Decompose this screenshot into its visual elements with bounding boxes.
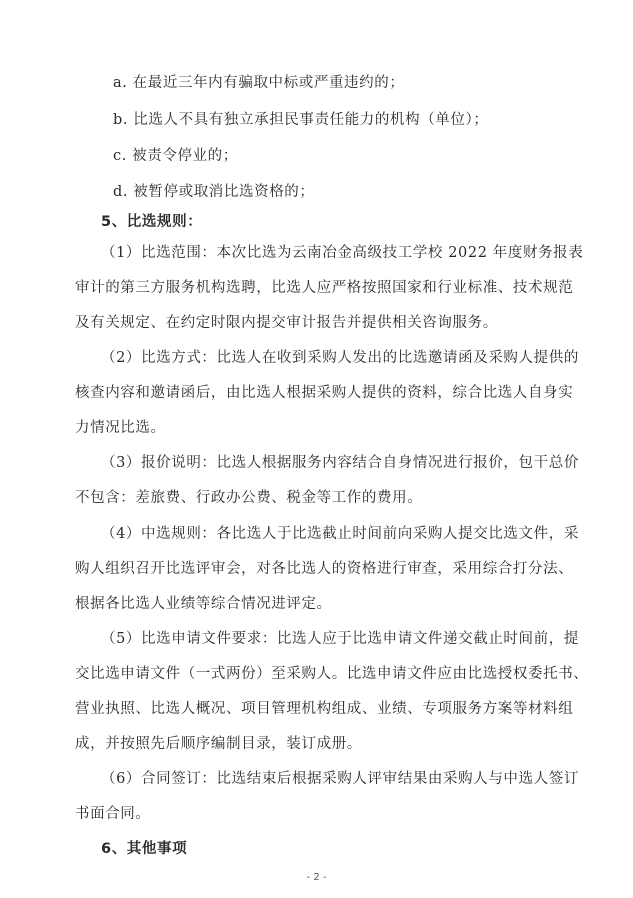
rule-1-line-3: 及有关规定、在约定时限内提交审计报告并提供相关咨询服务。 — [75, 315, 498, 331]
rule-6-line-2: 书面合同。 — [75, 806, 151, 822]
rule-1-line-2: 审计的第三方服务机构选聘，比选人应严格按照国家和行业标准、技术规范 — [75, 280, 574, 296]
rule-6-line-1: （6）合同签订：比选结束后根据采购人评审结果由采购人与中选人签订 — [101, 771, 579, 787]
section-6-heading: 6、其他事项 — [101, 841, 188, 857]
rule-5-line-1: （5）比选申请文件要求：比选人应于比选申请文件递交截止时间前，提 — [101, 631, 579, 647]
list-item-c: c. 被责令停业的； — [113, 148, 238, 164]
rule-5-line-3: 营业执照、比选人概况、项目管理机构组成、业绩、专项服务方案等材料组 — [75, 701, 574, 717]
rule-5-line-2: 交比选申请文件（一式两份）至采购人。比选申请文件应由比选授权委托书、 — [75, 666, 589, 682]
rule-1-line-1: （1）比选范围：本次比选为云南冶金高级技工学校 2022 年度财务报表 — [101, 245, 584, 261]
rule-3-line-1: （3）报价说明：比选人根据服务内容结合自身情况进行报价，包干总价 — [101, 455, 579, 471]
rule-5-line-4: 成，并按照先后顺序编制目录，装订成册。 — [75, 736, 362, 752]
rule-4-line-3: 根据各比选人业绩等综合情况进评定。 — [75, 596, 332, 612]
section-5-heading: 5、比选规则： — [101, 214, 203, 230]
page-number: - 2 - — [306, 872, 327, 883]
rule-2-line-2: 核查内容和邀请函后，由比选人根据采购人提供的资料，综合比选人自身实 — [75, 385, 574, 401]
list-item-a: a. 在最近三年内有骗取中标或严重违约的； — [113, 75, 405, 91]
list-item-d: d. 被暂停或取消比选资格的； — [113, 184, 315, 200]
rule-4-line-1: （4）中选规则：各比选人于比选截止时间前向采购人提交比选文件，采 — [101, 526, 579, 542]
list-item-b: b. 比选人不具有独立承担民事责任能力的机构（单位）； — [113, 112, 489, 128]
rule-2-line-3: 力情况比选。 — [75, 420, 166, 436]
rule-3-line-2: 不包含：差旅费、行政办公费、税金等工作的费用。 — [75, 490, 423, 506]
rule-2-line-1: （2）比选方式：比选人在收到采购人发出的比选邀请函及采购人提供的 — [101, 350, 579, 366]
rule-4-line-2: 购人组织召开比选评审会，对各比选人的资格进行审查，采用综合打分法、 — [75, 561, 574, 577]
